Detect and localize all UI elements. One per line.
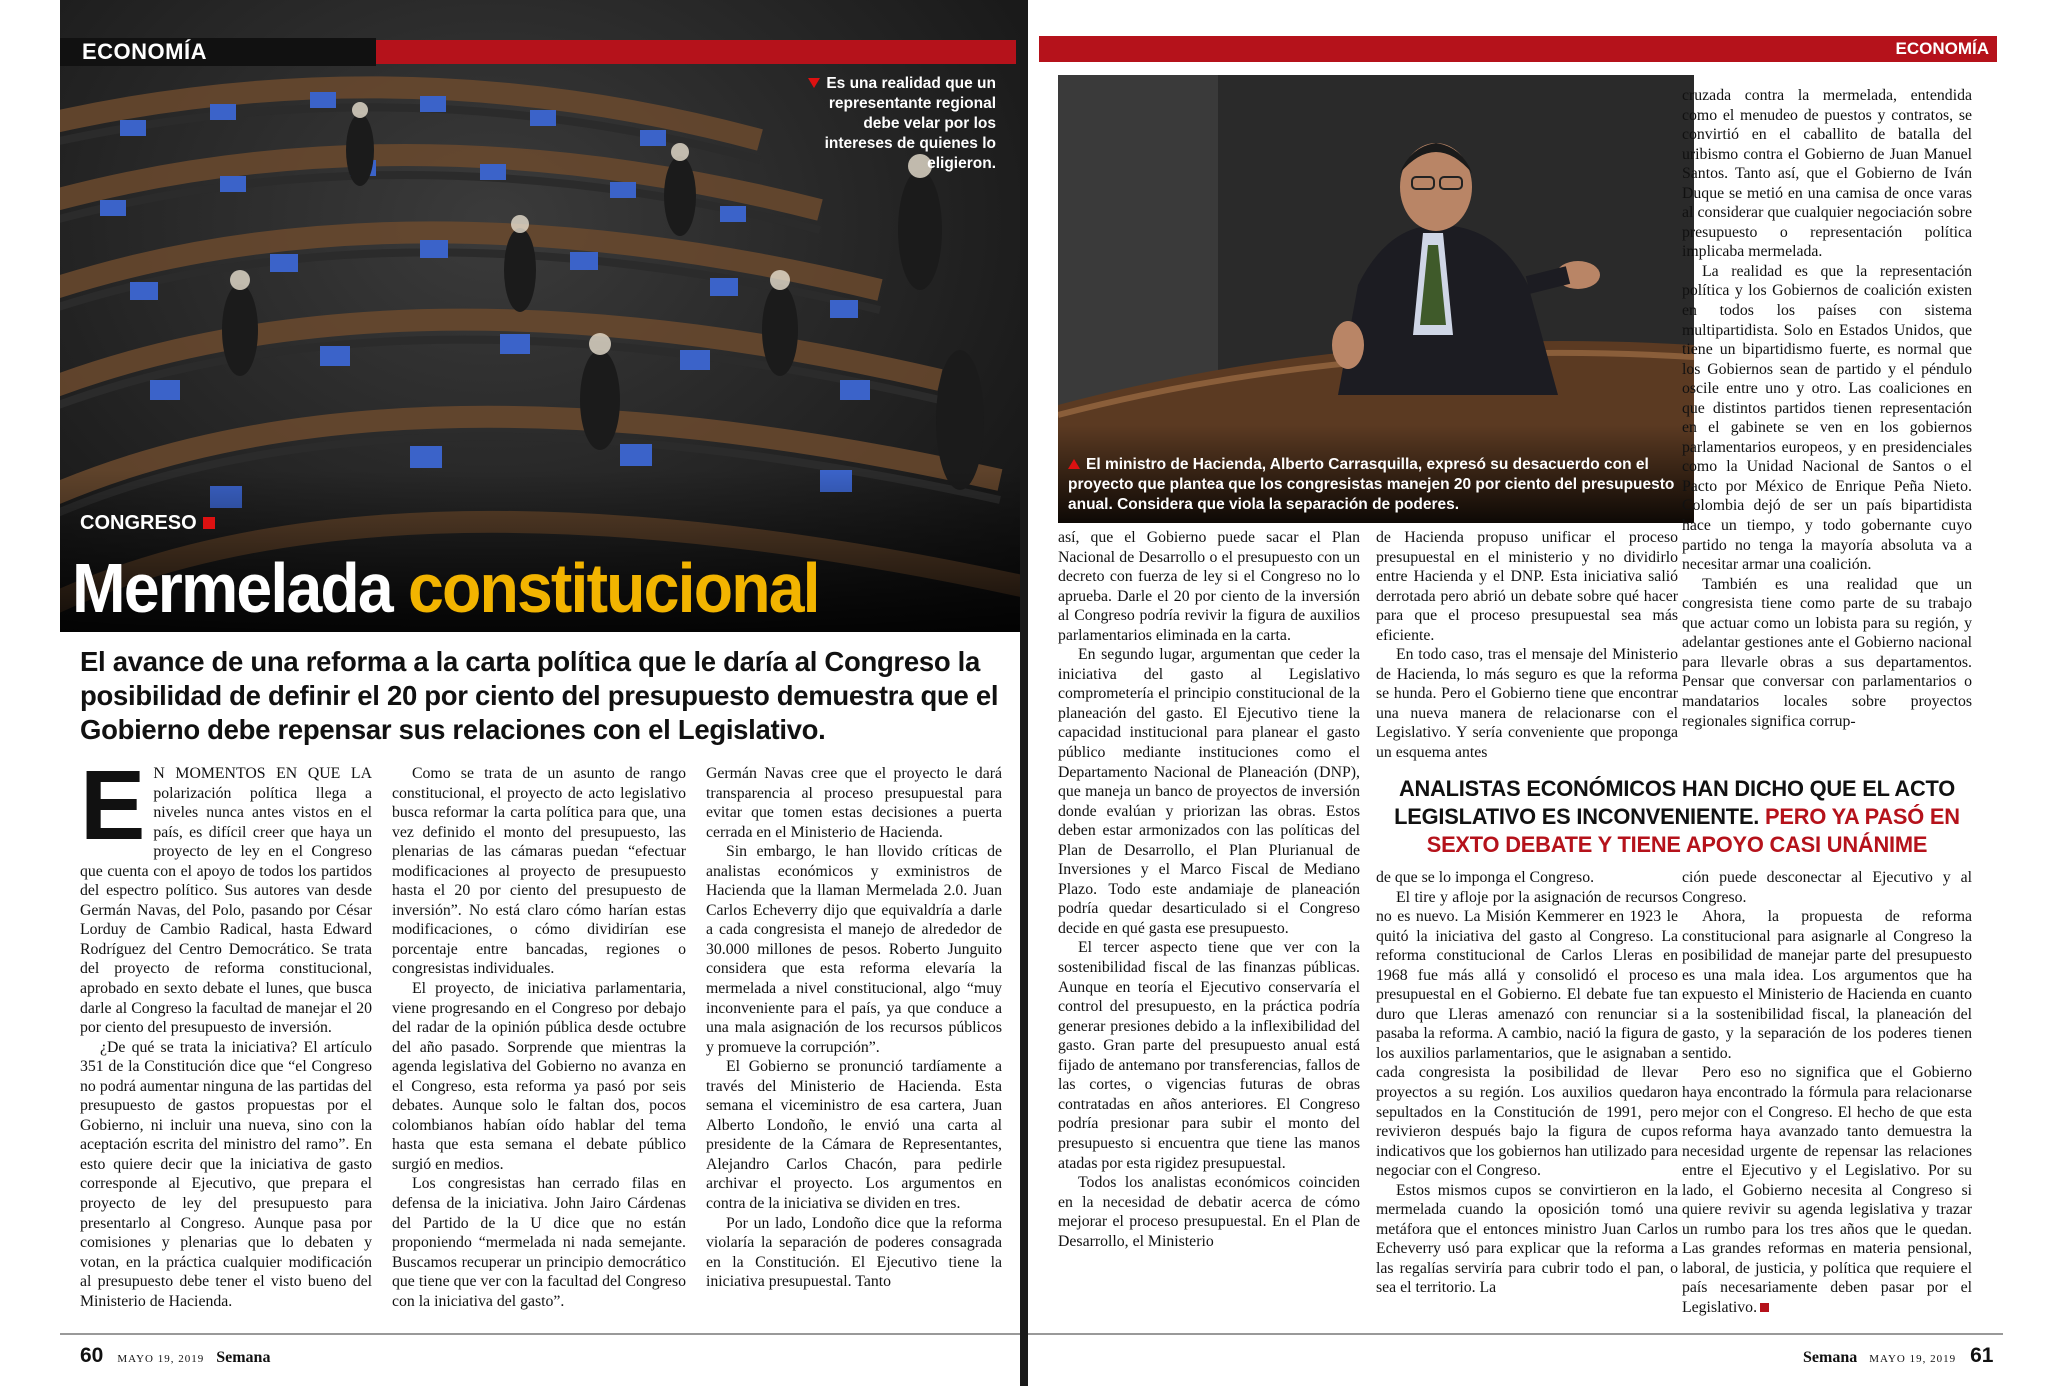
paragraph: Como se trata de un asunto de rango constitucional, el proyecto de acto legislativo busca reformar la carta política para que, una vez definido el monto del presupuesto, las plenarias de las cámaras puedan “efectuar modificaciones al proyecto de presupuesto hasta el 20 por ciento del presupuesto de inversión”. No está claro cómo harían estas modificaciones, o cómo dividirían ese porcentaje entre bancadas, regiones o congresistas individuales. [392,765,686,978]
photo-caption-text: Es una realidad que un representante regional debe velar por los intereses de quienes lo eligieron. [824,75,996,172]
page-gutter [1020,0,1028,1386]
paragraph: Ahora, la propuesta de reforma constitucional para asignarle al Congreso la posibilidad de manejar parte del presupuesto es una mala idea. Los argumentos que ha expuesto el Ministerio de Hacienda en cuanto a la sostenibilidad fiscal, la planeación del gasto, y la separación de los poderes tienen sentido. [1682,908,1972,1062]
paragraph [1682,1063,1972,1317]
photo-caption-text: El ministro de Hacienda, Alberto Carrasquilla, expresó su desacuerdo con el proyecto que plantea que los congresistas manejen 20 por ciento del presupuesto anual. Considera que viola la separación de poderes. [1068,456,1675,513]
photo-caption [1068,455,1688,515]
paragraph: En todo caso, tras el mensaje del Ministerio de Hacienda, lo más seguro es que la reforma se hunda. Pero el Gobierno tiene que encontrar una nueva manera de relacionarse con el Legislativo. Y sería conveniente que proponga un esquema antes [1376,646,1678,762]
page-footer [80,1344,270,1368]
paragraph: Germán Navas cree que el proyecto le dará transparencia al proceso presupuestal para evitar que tomen estas decisiones a puerta cerrada en el Ministerio de Hacienda. [706,765,1002,841]
paragraph: El tire y afloje por la asignación de recursos no es nuevo. La Misión Kemmerer en 1923 le quitó la iniciativa del gasto al Congreso. La reforma constitucional de Carlos Lleras en 1968 fue más allá y consolidó el proceso presupuestal en el Gobierno. El debate fue tan duro que Lleras amenazó con renunciar si pasaba la reforma. A cambio, nació la figura de los auxilios parlamentarios, que le asignaban a cada congresista la posibilidad de llevar proyectos a su región. Los auxilios quedaron sepultados en la Constitución de 1991, pero revivieron después bajo la figura de cupos indicativos que los gobiernos han utilizado para negociar con el Congreso. [1376,888,1678,1180]
right-page [1028,0,2048,1386]
page-footer [1803,1344,1993,1368]
paragraph: En segundo lugar, argumentan que ceder la iniciativa del gasto al Legislativo comprometería el principio constitucional de la planeación del gasto. El Ejecutivo tiene la capacidad institucional para planear el gasto público mediante instituciones como el Departamento Nacional de Planeación (DNP), que maneja un banco de proyectos de inversión donde evalúan y priorizan las obras. Estos deben estar armonizados con las políticas del Plan de Desarrollo, el Plan Plurianual de Inversiones y el Marco Fiscal de Mediano Plazo. Todo este andamiaje de planeación podría quedar desarticulado si el Congreso decide en qué gasta ese presupuesto. [1058,646,1360,937]
section-label: ECONOMÍA [1895,39,1989,58]
paragraph: Por un lado, Londoño dice que la reforma violaría la separación de poderes consagrada en la Constitución. El Ejecutivo tiene la iniciativa presupuestal. Tanto [706,1214,1002,1291]
paragraph-text: Pero eso no significa que el Gobierno haya encontrado la fórmula para relacionarse mejor con el Congreso. El hecho de que esta reforma haya avanzado tanto demuestra la necesidad urgente de repensar las relaciones entre el Ejecutivo y el Legislativo. Por su lado, el Gobierno necesita al Congreso si quiere revivir su agenda legislativa y trazar un rumbo para los tres años que le quedan. Las grandes reformas en materia pensional, laboral, de justicia, y política que requiere el país necesariamente deben pasar por el Legislativo. [1682,1064,1972,1317]
paragraph [80,750,372,1038]
section-rule [1039,36,1997,62]
article-column-1 [80,750,372,1324]
pull-quote [1390,775,1964,859]
section-rule [376,40,1016,64]
pull-quote-red: PERO YA PASÓ EN SEXTO DEBATE Y TIENE APOYO CASI UNÁNIME [1426,804,1960,857]
page-number: 61 [1970,1344,1994,1367]
article-column-2 [392,764,686,1324]
paragraph: así, que el Gobierno puede sacar el Plan Nacional de Desarrollo o el presupuesto con un decreto con fuerza de ley si el Congreso no lo aprueba. Darle el 20 por ciento de la inversión al Congreso podría revivir la figura de auxilios parlamentarios eliminada en la carta. [1058,529,1360,644]
paragraph: También es una realidad que un congresista tiene como parte de su trabajo que actuar como un lobista para su región, y adelantar gestiones ante el Gobierno nacional para llevarle obras a sus departamentos. Pensar que conversar con parlamentarios o mandatarios locales sobre proyectos regionales significa corrup- [1682,575,1972,730]
headline [72,548,819,628]
caption-marker-icon [1068,459,1080,469]
paragraph: ¿De qué se trata la iniciativa? El artículo 351 de la Constitución dice que “el Congreso no podrá aumentar ninguna de las partidas del presupuesto de gastos propuestas por el Gobierno, ni incluir una nueva, sino con la aceptación escrita del ministro del ramo”. En esto quiere decir que la iniciativa de gasto corresponde al Ejecutivo, que prepara el proyecto de ley del presupuesto para presentarlo al Congreso. Aunque pasa por comisiones y plenarias que lo debaten y votan, en la práctica cualquier modificación al presupuesto debe tener el visto bueno del Ministerio de Hacienda. [80,1038,372,1310]
paragraph: cruzada contra la mermelada, entendida como el menudeo de puestos y contratos, se convirtió en el caballito de batalla del uribismo contra el Gobierno de Juan Manuel Santos. Tanto así, que el Gobierno de Iván Duque se metió en una camisa de once varas al considerar que cualquier negociación sobre presupuesto o representación política implicaba mermelada. [1682,87,1972,261]
paragraph: La realidad es que la representación política y los Gobiernos de coalición existen en todos los países con sistema multipartidista. Solo en Estados Unidos, que tiene un bipartidismo fuerte, es normal que los Gobiernos sean de partido y el péndulo oscile entre uno y otro. Las coaliciones en que distintos partidos tienen representación en el gabinete se ven en los gobiernos parlamentarios europeos, y en presidenciales como la Unidad Nacional de Santos o el Pacto por México de Enrique Peña Nieto. Colombia dejó de ser un país bipartidista hace un tiempo, y todo gobernante cuyo partido no tenga la mayoría absoluta va a necesitar armar una coalición. [1682,262,1972,574]
caption-marker-icon [808,78,820,88]
paragraph: de Hacienda propuso unificar el proceso presupuestal en el ministerio y no dividirlo entre Hacienda y el DNP. Esta iniciativa salió derrotada pero abrió un debate sobre qué hacer para que el proceso presupuestal sea más eficiente. [1376,529,1678,644]
paragraph: Todos los analistas económicos coinciden en la necesidad de debatir acerca de cómo mejorar el proceso presupuestal. En el Plan de Desarrollo, el Ministerio [1058,1174,1360,1250]
article-column-4 [1058,528,1360,1320]
paragraph: Sin embargo, le han llovido críticas de analistas económicos y exministros de Hacienda que la llaman Mermelada 2.0. Juan Carlos Echeverry dijo que equivaldría a darle a cada congresista el manejo de alrededor de 30.000 millones de pesos. Roberto Junguito considera que esta reforma elevaría la mermelada a nivel constitucional, algo “muy inconveniente para el país, ya que conduce a una mala asignación de los recursos públicos y promueve la corrupción”. [706,843,1002,1056]
drop-cap: E [80,750,146,860]
paragraph: ción puede desconectar al Ejecutivo y al Congreso. [1682,869,1972,906]
paragraph: de que se lo imponga el Congreso. [1376,869,1595,886]
kicker [80,512,215,535]
section-label: ECONOMÍA [60,38,376,66]
issue-date: MAYO 19, 2019 [1869,1353,1957,1365]
footer-rule [1028,1333,2003,1335]
magazine-name: Semana [1803,1349,1858,1366]
article-column-6-continued [1682,868,1972,1320]
article-column-3 [706,764,1002,1324]
headline-word-1: Mermelada [72,549,392,627]
paragraph: El tercer aspecto tiene que ver con la sostenibilidad fiscal de las finanzas públicas. Aunque en teoría el Ejecutivo conservaría el control del presupuesto, en la práctica podría generar presiones debido a la inflexibilidad del gasto. Gran parte del presupuesto anual está fijado de antemano por transferencias, fallos de las cortes, o vigencias futuras de obras contratadas en años anteriores. El Congreso podría presionar para subir el monto del presupuesto si encuentra que tiene las manos atadas por esta rigidez presupuestal. [1058,939,1360,1172]
deck-summary: El avance de una reforma a la carta política que le daría al Congreso la posibilidad de definir el 20 por ciento del presupuesto demuestra que el Gobierno debe repensar sus relaciones con el Legislativo. [80,646,999,745]
paragraph: Los congresistas han cerrado filas en defensa de la iniciativa. John Jairo Cárdenas del Partido de la U dice que no están proponiendo “mermelada ni nada semejante. Buscamos recuperar un principio democrático que tiene que ver con la facultad del Congreso con la iniciativa del gasto”. [392,1175,686,1310]
paragraph-text: N MOMENTOS EN QUE LA polarización política llega a niveles nunca antes vistos en el país, es difícil creer que haya un proyecto de ley en el Congreso que cuenta con el apoyo de todos los partidos del espectro político. Sus autores van desde Germán Navas, del Polo, pasando por César Lorduy de Cambio Radical, hasta Edward Rodríguez del Centro Democrático. Se trata del proyecto de reforma constitucional, aprobado en sexto debate el lunes, que busca darle al Congreso la facultad de manejar el 20 por ciento del presupuesto de inversión. [80,765,372,1037]
magazine-name: Semana [216,1349,271,1366]
paragraph: El Gobierno se pronunció tardíamente a través del Ministerio de Hacienda. Esta semana el viceministro de esa cartera, Juan Alberto Londoño, le envió una carta al presidente de la Cámara de Representantes, Alejandro Carlos Chacón, para pedirle archivar el proyecto. Los argumentos en contra de la iniciativa se dividen en tres. [706,1058,1002,1213]
article-column-5-continued [1376,868,1678,1320]
paragraph: Estos mismos cupos se convirtieron en la mermelada cuando la oposición tomó una metáfora que el entonces ministro Juan Carlos Echeverry usó para explicar que la reforma a las regalías serviría para cubrir todo el pan, o sea el territorio. La [1376,1181,1678,1297]
kicker-text: CONGRESO [80,512,197,534]
footer-rule [60,1333,1020,1335]
paragraph: El proyecto, de iniciativa parlamentaria, viene progresando en el Congreso por debajo del radar de la opinión pública desde octubre del año pasado. Sorprende que mientras la agenda legislativa del Gobierno no avanza en el Congreso, esta reforma ya pasó por seis debates. Aunque solo le faltan dos, pocos colombianos habían oído hablar del tema hasta que esta semana el debate público surgió en medios. [392,980,686,1173]
end-mark-icon [1760,1303,1769,1312]
page-number: 60 [80,1344,104,1367]
pull-quote-black: ANALISTAS ECONÓMICOS HAN DICHO QUE EL ACTO LEGISLATIVO ES INCONVENIENTE. [1394,776,1956,829]
left-page [0,0,1020,1386]
article-column-5 [1376,528,1678,770]
headline-word-2: constitucional [407,549,819,627]
issue-date: MAYO 19, 2019 [117,1353,205,1365]
article-column-6 [1682,86,1972,776]
photo-caption [808,74,996,174]
kicker-square-icon [203,517,215,529]
